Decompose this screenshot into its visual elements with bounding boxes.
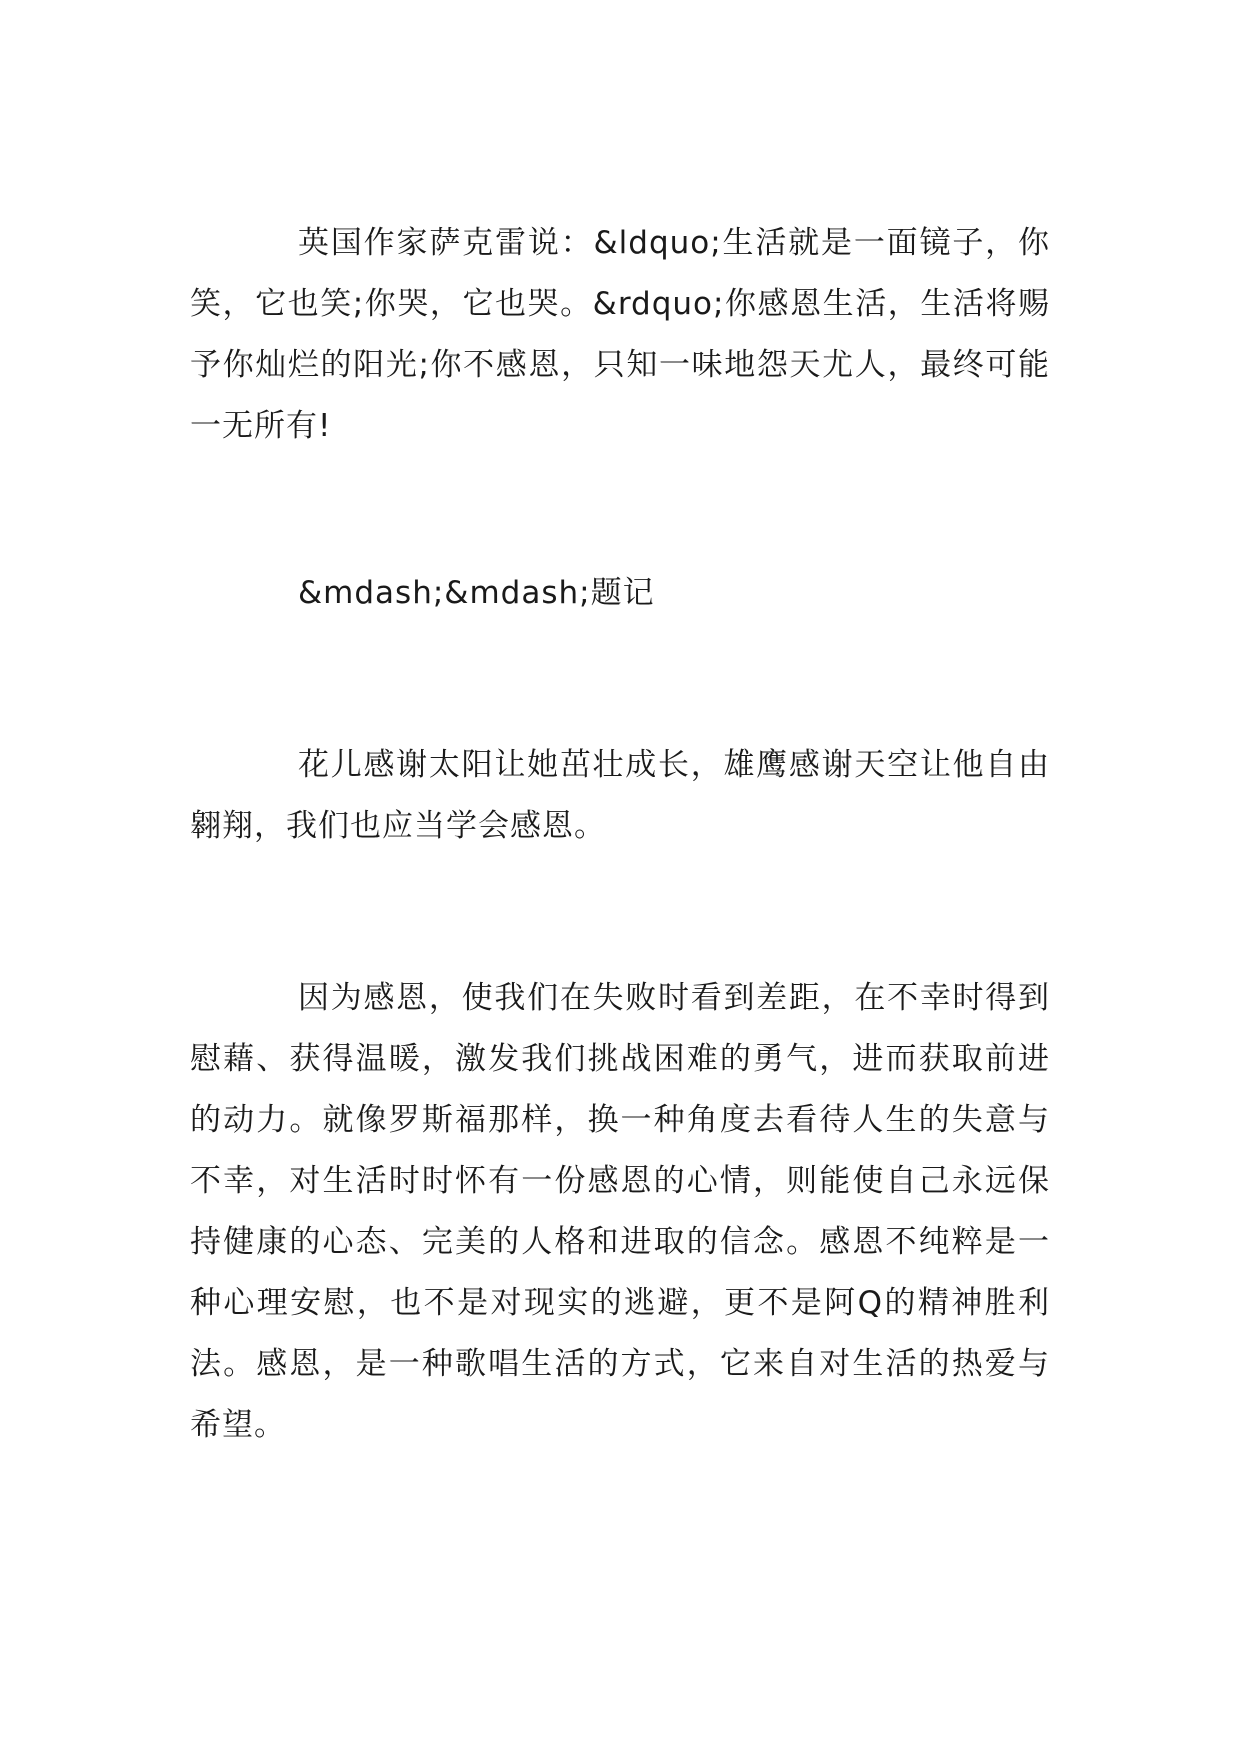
paragraph-epigraph-attribution: &mdash;&mdash;题记 [298,575,655,611]
paragraph-body-1: 花儿感谢太阳让她茁壮成长，雄鹰感谢天空让他自由翱翔，我们也应当学会感恩。 [190,747,1050,844]
paragraph-epigraph-quote: 英国作家萨克雷说：&ldquo;生活就是一面镜子，你笑，它也笑;你哭，它也哭。&rdquo;你感恩生活，生活将赐予你灿烂的阳光;你不感恩，只知一味地怨天尤人，最终可能一无所有! [190,225,1050,444]
paragraph-body-2: 因为感恩，使我们在失败时看到差距，在不幸时得到慰藉、获得温暖，激发我们挑战困难的勇气，进而获取前进的动力。就像罗斯福那样，换一种角度去看待人生的失意与不幸，对生活时时怀有一份感恩的心情，则能使自己永远保持健康的心态、完美的人格和进取的信念。感恩不纯粹是一种心理安慰，也不是对现实的逃避，更不是阿Q的精神胜利法。感恩，是一种歌唱生活的方式，它来自对生活的热爱与希望。 [190,980,1050,1443]
